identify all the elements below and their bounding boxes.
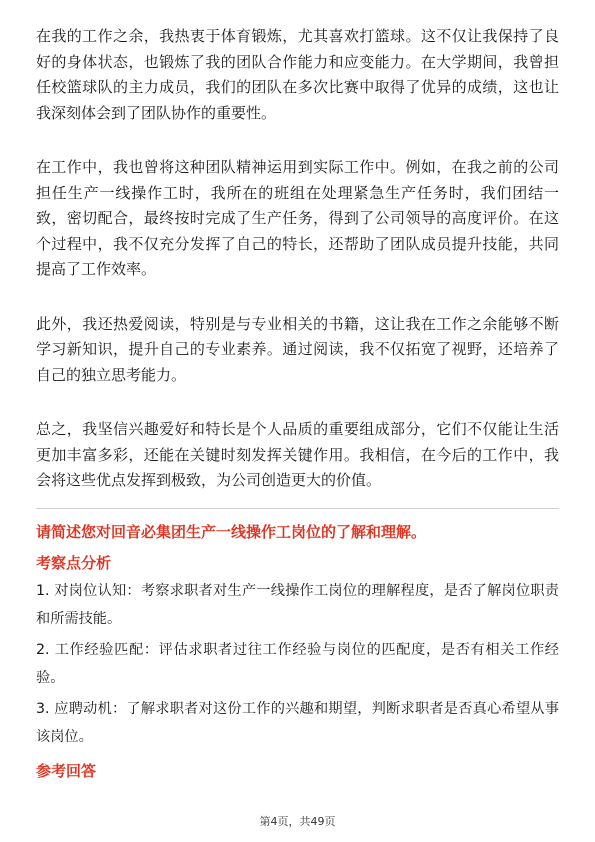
analysis-point: 2. 工作经验匹配：评估求职者过往工作经验与岗位的匹配度，是否有相关工作经验。 bbox=[36, 641, 559, 686]
section-divider bbox=[36, 508, 559, 509]
paragraph-teamwork: 在工作中，我也曾将这种团队精神运用到实际工作中。例如，在我之前的公司担任生产一线操作工时，我所在的班组在处理紧急生产任务时，我们团结一致，密切配合，最终按时完成了生产任务，得到了公司领导的高度评价。在这个过程中，我不仅充分发挥了自己的特长，还帮助了团队成员提升技能，共同提高了工作效率。 bbox=[36, 158, 559, 278]
document-page bbox=[36, 24, 559, 785]
paragraph-conclusion: 总之，我坚信兴趣爱好和特长是个人品质的重要组成部分，它们不仅能让生活更加丰富多彩，还能在关键时刻发挥关键作用。我相信，在今后的工作中，我会将这些优点发挥到极致，为公司创造更大的价值。 bbox=[36, 420, 559, 489]
analysis-heading: 考察点分析 bbox=[36, 553, 112, 572]
answer-heading: 参考回答 bbox=[36, 761, 97, 780]
page-number: 第4页，共49页 bbox=[259, 815, 336, 828]
interview-question: 请简述您对回音必集团生产一线操作工岗位的了解和理解。 bbox=[36, 522, 427, 541]
paragraph-reading: 此外，我还热爱阅读，特别是与专业相关的书籍，这让我在工作之余能够不断学习新知识，提升自己的专业素养。通过阅读，我不仅拓宽了视野，还培养了自己的独立思考能力。 bbox=[36, 314, 559, 384]
paragraph-hobbies: 在我的工作之余，我热衷于体育锻炼，尤其喜欢打篮球。这不仅让我保持了良好的身体状态，也锻炼了我的团队合作能力和应变能力。在大学期间，我曾担任校篮球队的主力成员，我们的团队在多次比赛中取得了优异的成绩，这也让我深刻体会到了团队协作的重要性。 bbox=[36, 27, 559, 122]
analysis-point: 3. 应聘动机：了解求职者对这份工作的兴趣和期望，判断求职者是否真心希望从事该岗位。 bbox=[36, 700, 559, 745]
analysis-point: 1. 对岗位认知：考察求职者对生产一线操作工岗位的理解程度，是否了解岗位职责和所需技能。 bbox=[36, 582, 559, 627]
